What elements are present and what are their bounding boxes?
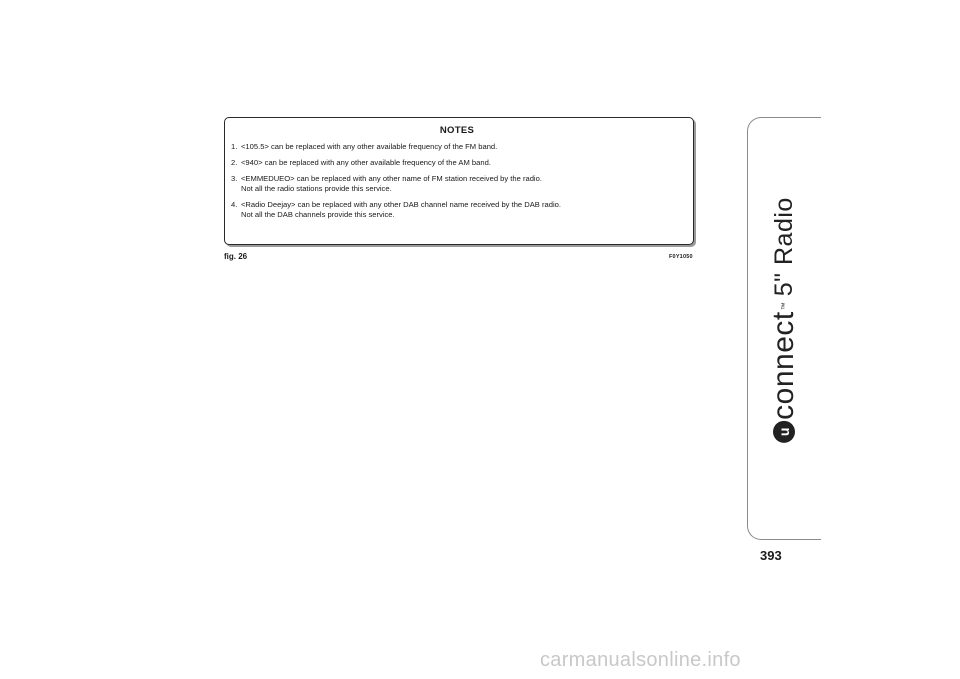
- note-line: <940> can be replaced with any other available frequency of the AM band.: [241, 158, 491, 167]
- figure-caption: fig. 26: [224, 252, 248, 261]
- note-number: 2.: [231, 158, 238, 167]
- note-number: 1.: [231, 142, 238, 151]
- uconnect-logo-icon: u: [773, 421, 795, 443]
- section-title: 5" Radio: [769, 197, 798, 297]
- page-number: 393: [760, 548, 782, 563]
- uconnect-logo-word: connect: [767, 311, 800, 420]
- note-line: <Radio Deejay> can be replaced with any other DAB channel name received by the DAB radio.: [241, 200, 561, 209]
- section-label: [767, 197, 801, 443]
- note-item: [231, 200, 683, 220]
- note-line: <EMMEDUEO> can be replaced with any other name of FM station received by the radio.: [241, 174, 542, 183]
- note-line: <105.5> can be replaced with any other available frequency of the FM band.: [241, 142, 498, 151]
- notes-box: [224, 117, 694, 245]
- watermark: carmanualsonline.info: [540, 649, 741, 671]
- note-item: [231, 158, 683, 168]
- notes-title: NOTES: [439, 125, 475, 136]
- note-number: 4.: [231, 200, 238, 209]
- note-item: [231, 142, 683, 152]
- note-item: [231, 174, 683, 194]
- figure-code: F0Y1050: [669, 254, 693, 260]
- trademark-mark: ™: [779, 302, 789, 311]
- note-line: Not all the DAB channels provide this service.: [241, 210, 395, 219]
- note-number: 3.: [231, 174, 238, 183]
- note-line: Not all the radio stations provide this service.: [241, 184, 392, 193]
